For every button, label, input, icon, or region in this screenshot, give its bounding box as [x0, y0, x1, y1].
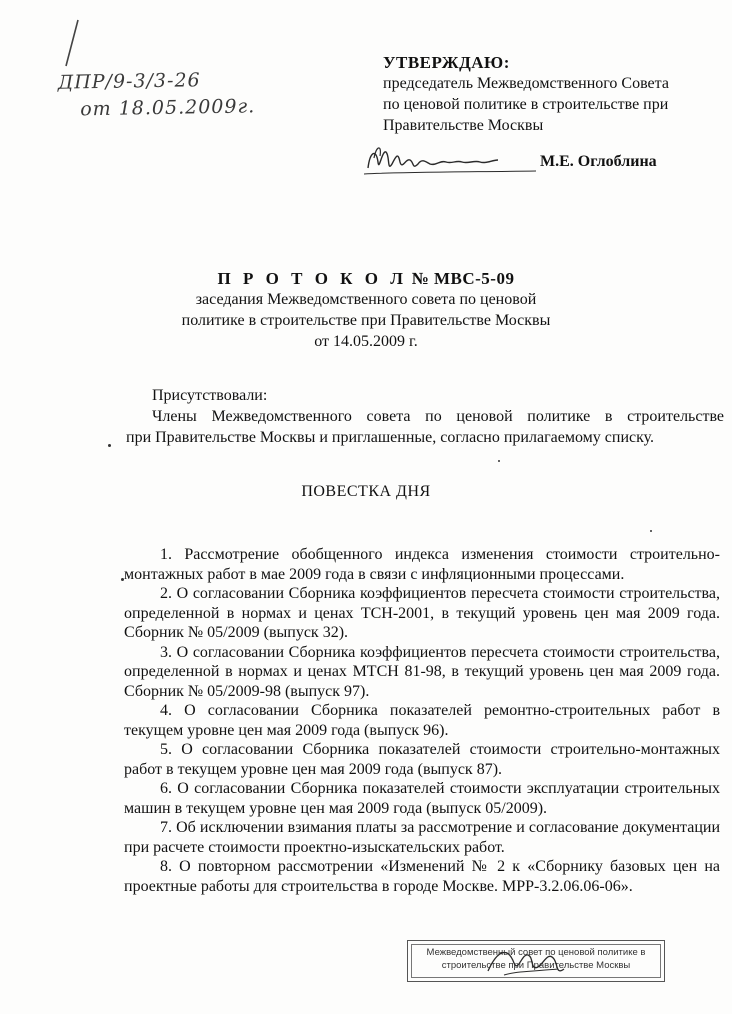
scan-speck	[108, 444, 111, 447]
stamp-signature	[408, 941, 666, 983]
agenda-item: 7. Об исключении взимания платы за рассмотрение и согласование документации при расчете стоимости проектно-изыскательских работ.	[124, 819, 720, 856]
protocol-subtitle-line: политике в строительстве при Правительстве Москвы	[181, 312, 551, 329]
approval-line: председатель Межведомственного Совета	[383, 75, 669, 92]
council-stamp	[407, 940, 665, 982]
scan-speck	[498, 460, 500, 462]
agenda-item: 3. О согласовании Сборника коэффициентов пересчета стоимости строительства, определенной в нормах и ценах МТСН 81-98, в текущий уровень цен мая 2009 года. Сборник № 05/2009-98 (выпуск 97).	[124, 643, 720, 700]
attendance-label: Присутствовали:	[152, 387, 268, 404]
protocol-subtitle-line: заседания Межведомственного совета по ценовой	[195, 291, 537, 308]
agenda-item: 8. О повторном рассмотрении «Изменений № 2 к «Сборнику базовых цен на проектные работы для строительства в городе Москве. МРР-3.2.06.06-06».	[124, 858, 720, 895]
agenda-list	[124, 545, 720, 896]
stamp-text-line: Межведомственный совет по ценовой политике в	[426, 947, 646, 958]
protocol-header	[0, 268, 732, 352]
approval-block	[383, 52, 723, 136]
agenda-item: 1. Рассмотрение обобщенного индекса изменения стоимости строительно-монтажных работ в мае 2009 года в связи с инфляционными процессами.	[124, 546, 720, 583]
agenda-item: 6. О согласовании Сборника показателей стоимости эксплуатации строительных машин в текущем уровне цен мая 2009 года (выпуск 05/2009).	[124, 780, 720, 817]
protocol-date: от 14.05.2009 г.	[314, 333, 418, 350]
attendance-text-line: при Правительстве Москвы и приглашенные, согласно прилагаемому списку.	[126, 429, 655, 446]
protocol-number: № МВС-5-09	[411, 269, 515, 288]
registration-number: ДПР/9-3/3-26	[57, 69, 201, 94]
handwritten-signature	[360, 138, 540, 188]
approval-line: Правительстве Москвы	[383, 117, 544, 134]
attendance-text-line: Члены Межведомственного совета по ценовой политике в строительстве	[152, 408, 724, 425]
approval-heading: УТВЕРЖДАЮ:	[383, 53, 510, 72]
agenda-item: 2. О согласовании Сборника коэффициентов пересчета стоимости строительства, определенной в нормах и ценах ТСН-2001, в текущий уровень цен мая 2009 года. Сборник № 05/2009 (выпуск 32).	[124, 585, 720, 641]
protocol-title-word: П Р О Т О К О Л	[217, 269, 407, 288]
agenda-item: 5. О согласовании Сборника показателей стоимости строительно-монтажных работ в текущем уровне цен мая 2009 года (выпуск 87).	[124, 741, 720, 778]
attendance-section	[126, 385, 724, 448]
protocol-title	[0, 268, 732, 289]
registration-date: от 18.05.2009г.	[80, 95, 256, 121]
scan-speck	[650, 530, 652, 532]
agenda-title: ПОВЕСТКА ДНЯ	[301, 483, 431, 500]
approval-line: по ценовой политике в строительстве при	[383, 96, 669, 113]
agenda-item: 4. О согласовании Сборника показателей ремонтно-строительных работ в текущем уровне цен мая 2009 года (выпуск 96).	[124, 702, 720, 739]
signature-row	[360, 138, 720, 188]
stamp-text-line: строительстве при Правительстве Москвы	[441, 960, 631, 971]
scan-speck	[121, 578, 124, 581]
signatory-name: М.Е. Оглоблина	[540, 153, 657, 170]
handwritten-registration-note	[58, 66, 256, 123]
margin-slash-mark	[30, 18, 90, 68]
